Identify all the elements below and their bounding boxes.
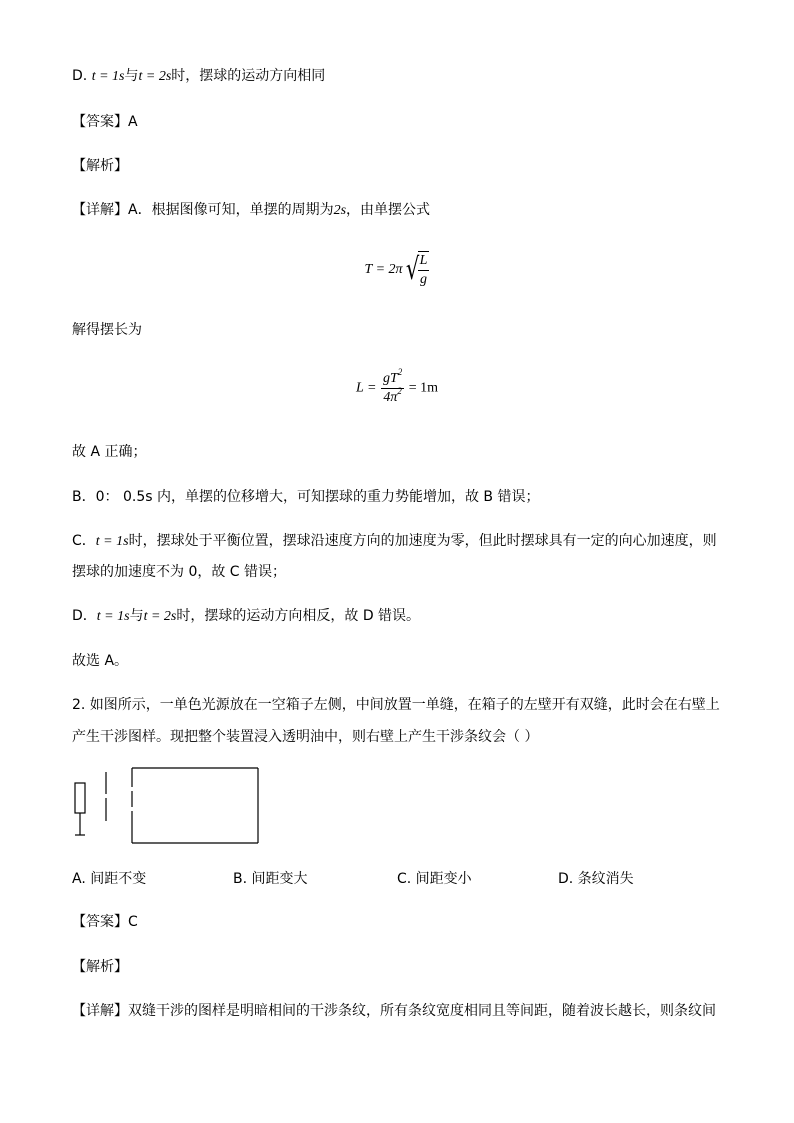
option-c: C. 间距变小	[397, 871, 472, 887]
length-formula	[0, 367, 794, 407]
c-line-1	[72, 531, 717, 552]
question-2-line-1: 2. 如图所示，一单色光源放在一空箱子左侧，中间放置一单缝，在箱子的左壁开有双缝，此时会在右壁上	[72, 697, 720, 713]
detail-1-tail: ，由单摆公式	[346, 202, 431, 218]
question-2-line-2: 产生干涉图样。现把整个装置浸入透明油中，则右壁上产生干涉条纹会（ ）	[72, 729, 539, 745]
sqrt-body	[418, 251, 430, 289]
formula-2-den: 4π	[383, 390, 398, 405]
analysis-1: 【解析】	[72, 158, 128, 174]
sqrt-sign: √	[405, 252, 419, 287]
formula-2-den-sup: 2	[397, 386, 402, 396]
light-source-icon	[75, 783, 85, 835]
period-value: 2s	[333, 203, 347, 218]
c-prefix: C．	[72, 533, 96, 549]
interference-apparatus-diagram	[72, 765, 272, 847]
option-d-line	[72, 66, 325, 87]
formula-2-num: gT	[382, 371, 398, 386]
c-line-2: 摆球的加速度不为 0，故 C 错误；	[72, 564, 287, 580]
time-1s: t = 1s	[91, 69, 125, 84]
d2-time-1: t = 1s	[96, 609, 130, 624]
formula-1-num: L	[418, 252, 430, 271]
question-2-options	[72, 868, 772, 888]
analysis-2: 【解析】	[72, 959, 128, 975]
d2-prefix: D．	[72, 608, 97, 624]
formula-2-fraction	[381, 367, 404, 407]
option-b: B. 间距变大	[233, 871, 308, 887]
detail-1	[72, 200, 430, 221]
detail-2: 【详解】双缝干涉的图样是明暗相间的干涉条纹，所有条纹宽度相同且等间距，随着波长越长，则条纹间	[72, 1003, 716, 1019]
answer-1: 【答案】A	[72, 114, 138, 130]
answer-2: 【答案】C	[72, 914, 138, 930]
connector-text: 与	[124, 68, 139, 84]
option-d-prefix: D.	[72, 68, 88, 84]
option-a: A. 间距不变	[72, 871, 147, 887]
b-line: B．0： 0.5s 内，单摆的位移增大，可知摆球的重力势能增加，故 B 错误；	[72, 489, 540, 505]
time-2s: t = 2s	[138, 69, 172, 84]
formula-1-lhs: T = 2π	[364, 262, 403, 277]
formula-1-den: g	[420, 272, 428, 287]
a-correct-line: 故 A 正确；	[72, 444, 147, 460]
pendulum-period-formula	[0, 250, 794, 290]
formula-2-num-sup: 2	[397, 367, 403, 377]
d2-line	[72, 606, 420, 627]
c-time: t = 1s	[95, 534, 129, 549]
option-d: D. 条纹消失	[558, 871, 634, 887]
detail-1-text: 【详解】A．根据图像可知，单摆的周期为	[72, 202, 334, 218]
d2-connector: 与	[129, 608, 144, 624]
d2-tail: 时，摆球的运动方向相反，故 D 错误。	[176, 608, 421, 624]
double-slit-box-icon	[132, 768, 258, 843]
option-d-tail: 时，摆球的运动方向相同	[171, 68, 326, 84]
d2-time-2: t = 2s	[143, 609, 177, 624]
choose-line: 故选 A。	[72, 653, 129, 669]
c-tail: 时，摆球处于平衡位置，摆球沿速度方向的加速度为零，但此时摆球具有一定的向心加速度，则	[128, 533, 717, 549]
formula-2-lhs: L =	[356, 380, 377, 396]
formula-2-rhs: = 1m	[408, 380, 438, 396]
solve-line: 解得摆长为	[72, 322, 142, 338]
